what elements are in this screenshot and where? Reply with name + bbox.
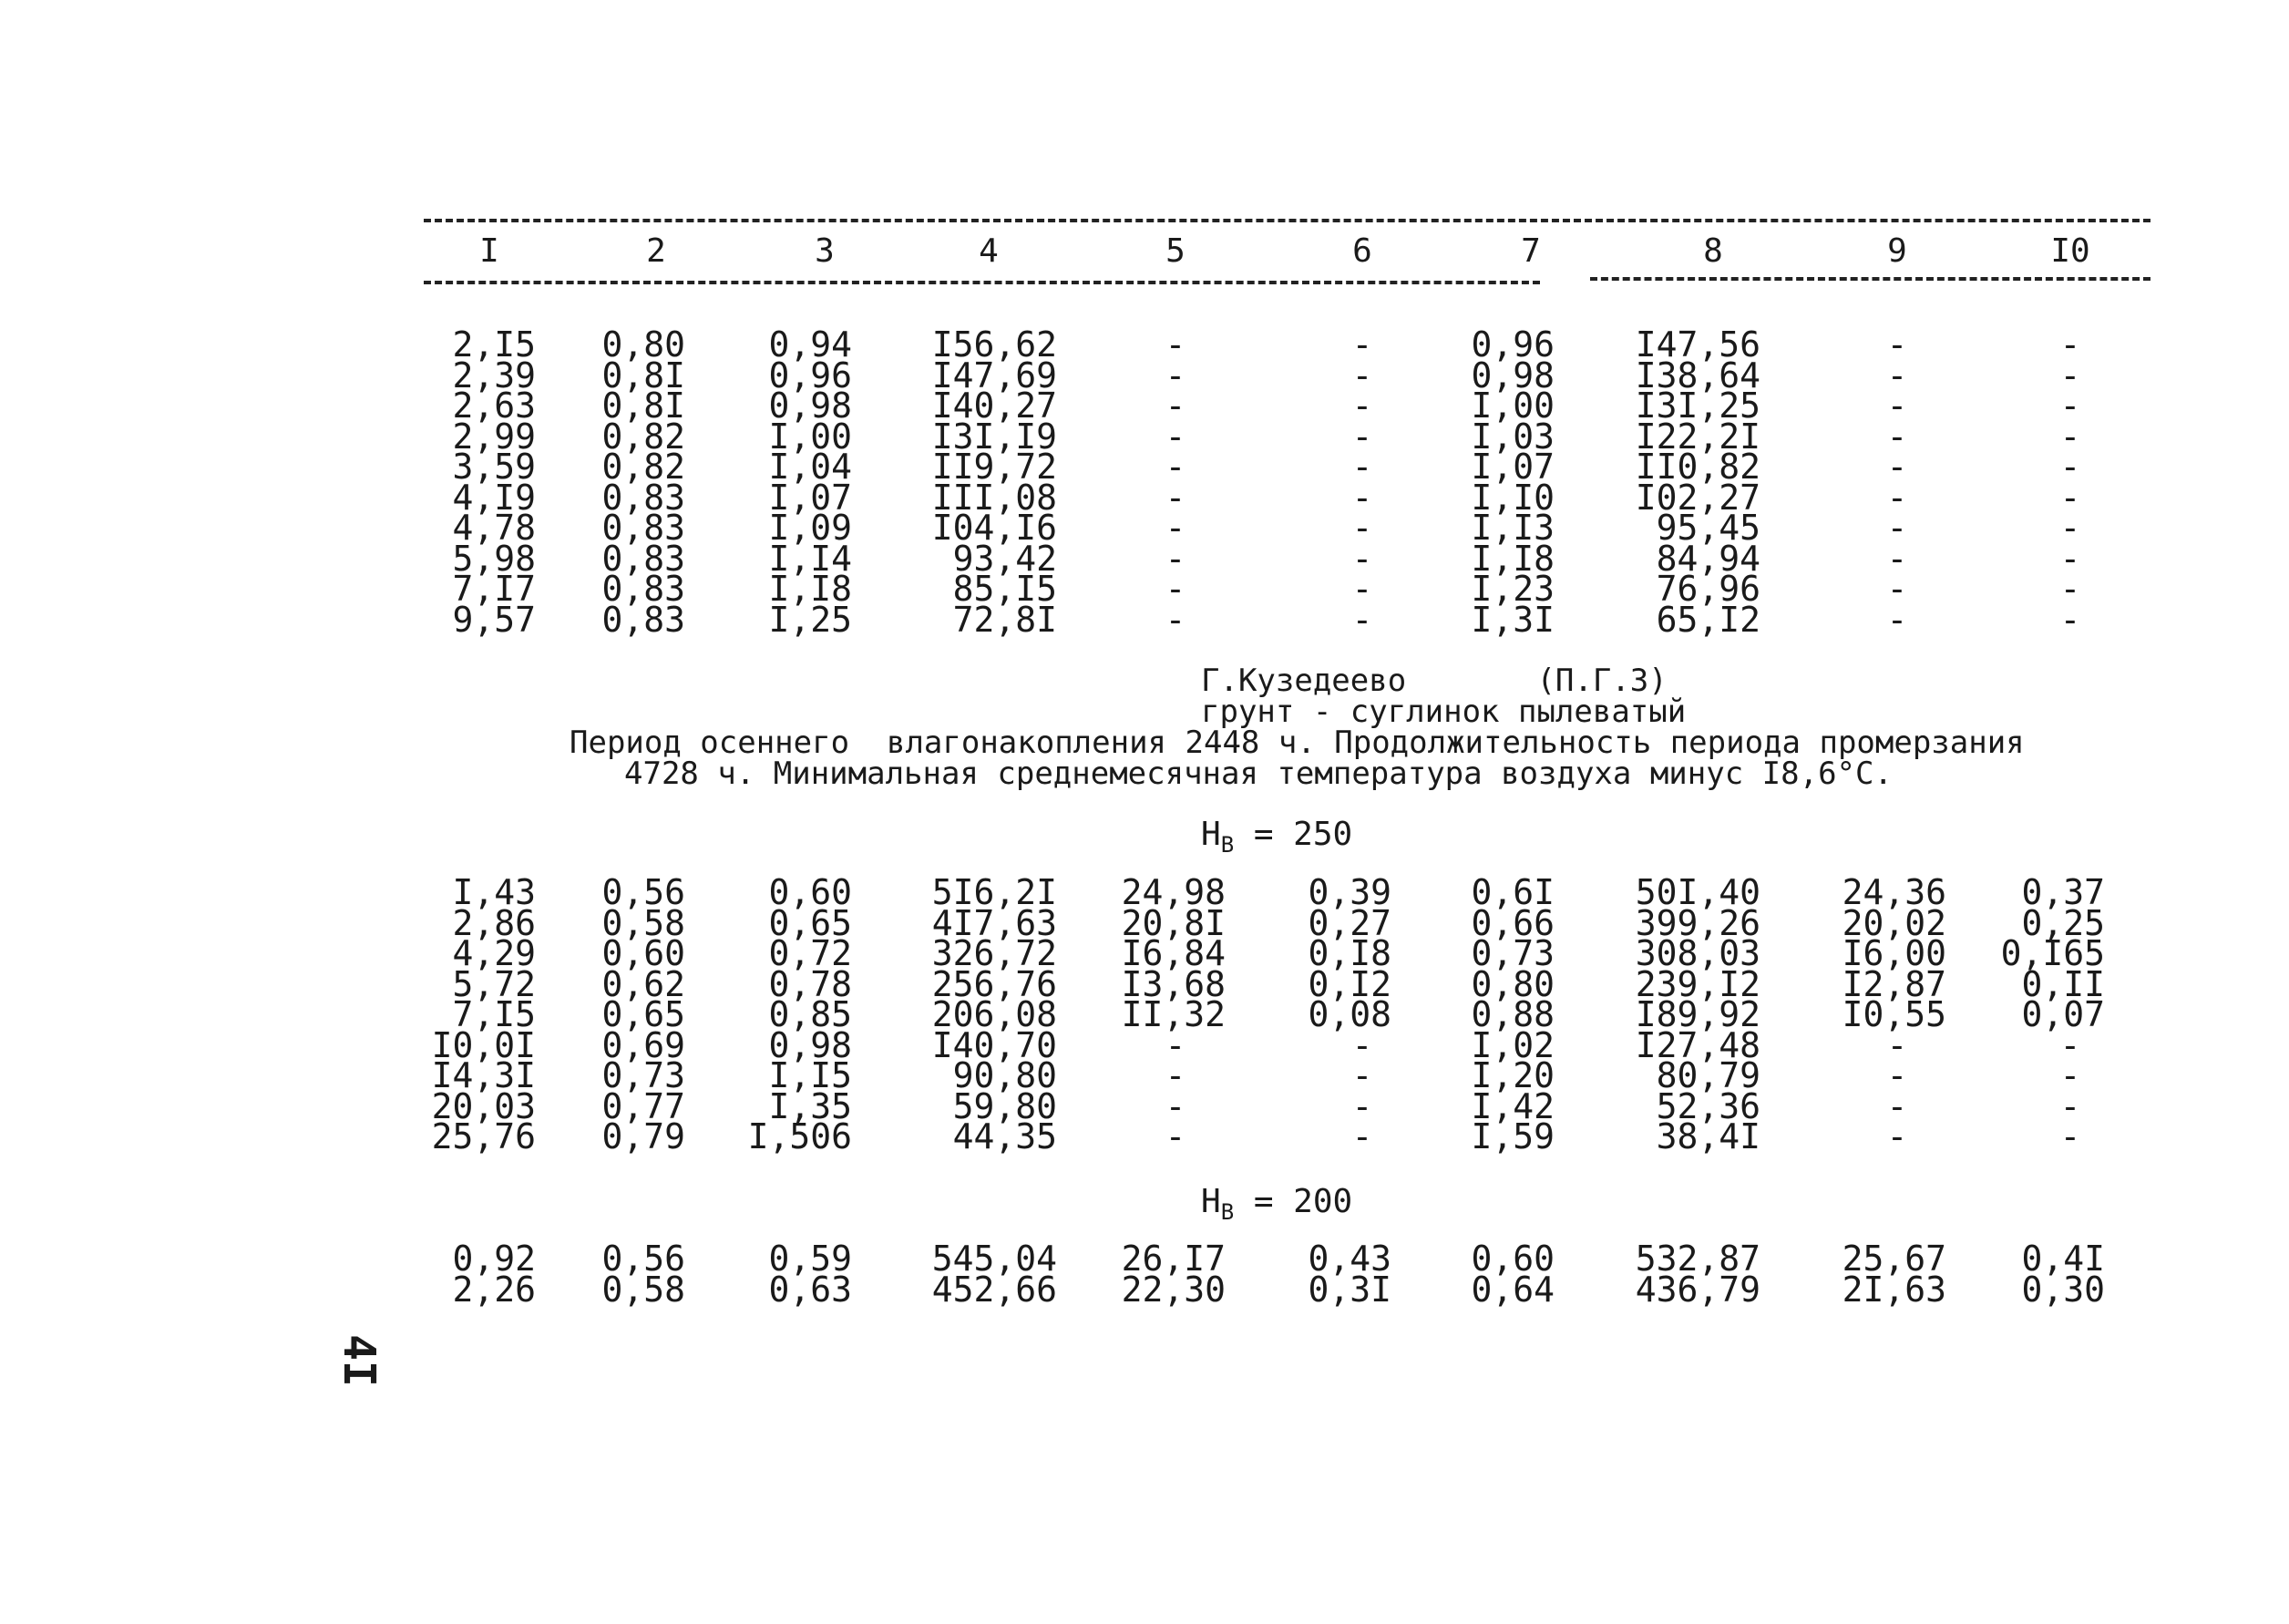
table-cell: - [2059,355,2081,396]
table-cell: I,I8 [1471,538,1555,579]
table-cell: 0,8I [601,355,685,396]
table-cell: - [2059,569,2081,609]
table-cell: I,42 [1471,1085,1555,1126]
table-cell: - [1165,1055,1186,1095]
table-cell: - [2059,477,2081,518]
table-cell: 0,58 [601,902,685,943]
table-cell: I,02 [1471,1024,1555,1065]
table-cell: 0,66 [1471,902,1555,943]
table-cell: I22,2I [1635,416,1760,457]
location-title: Г.Кузедеево (П.Г.3) [1201,663,1668,699]
hv-symbol: H [1201,816,1221,853]
table-cell: 22,30 [1121,1269,1226,1310]
table-cell: 0,59 [768,1239,852,1279]
table-cell: 0,72 [768,933,852,973]
table-cell: 4I7,63 [931,902,1057,943]
table-cell: 0,07 [2021,994,2105,1034]
table-cell: 0,65 [601,994,685,1034]
table-cell: 52,36 [1656,1085,1760,1126]
table-cell: 0,73 [601,1055,685,1095]
table-cell: 0,65 [768,902,852,943]
table-cell: - [1351,508,1373,548]
table-cell: - [2059,385,2081,426]
table-cell: 452,66 [931,1269,1057,1310]
table-cell: 80,79 [1656,1055,1760,1095]
table-cell: I02,27 [1635,477,1760,518]
table-cell: 20,8I [1121,902,1226,943]
table-cell: - [1165,508,1186,548]
table-cell: 5,72 [452,963,536,1004]
table-cell: - [1351,1024,1373,1065]
table-cell: 4,29 [452,933,536,973]
table-cell: 0,4I [2021,1239,2105,1279]
table-cell: I,I8 [768,569,852,609]
table-cell: 0,82 [601,416,685,457]
table-cell: I,I4 [768,538,852,579]
table-cell: I4,3I [431,1055,536,1095]
table-cell: 0,60 [1471,1239,1555,1279]
table-cell: 76,96 [1656,569,1760,609]
table-cell: I,00 [768,416,852,457]
column-header-1: I [479,232,499,270]
table-cell: - [1351,477,1373,518]
column-header-6: 6 [1352,232,1372,270]
table-cell: - [1351,1055,1373,1095]
table-cell: 0,I2 [1308,963,1391,1004]
table-cell: I6,84 [1121,933,1226,973]
table-cell: 399,26 [1635,902,1760,943]
table-cell: - [1886,1085,1908,1126]
table-cell: - [1165,416,1186,457]
hv-200-heading [1201,1183,1352,1225]
table-cell: 0,80 [601,324,685,365]
table-cell: - [1886,416,1908,457]
table-cell: I,23 [1471,569,1555,609]
table-cell: 24,98 [1121,872,1226,912]
table-cell: 0,62 [601,963,685,1004]
table-cell: 532,87 [1635,1239,1760,1279]
table-cell: 20,02 [1842,902,1946,943]
table-cell: II9,72 [931,447,1057,487]
table-cell: 0,73 [1471,933,1555,973]
table-cell: - [1886,599,1908,640]
table-cell: I0,0I [431,1024,536,1065]
table-cell: 0,88 [1471,994,1555,1034]
table-cell: I,I0 [1471,477,1555,518]
table-cell: - [1165,477,1186,518]
table-cell: 0,98 [768,385,852,426]
table-cell: 0,I8 [1308,933,1391,973]
table-cell: 0,83 [601,508,685,548]
table-cell: I0,55 [1842,994,1946,1034]
table-cell: 3,59 [452,447,536,487]
table-cell: 0,83 [601,538,685,579]
table-cell: - [1165,538,1186,579]
table-cell: 0,58 [601,1269,685,1310]
table-cell: 26,I7 [1121,1239,1226,1279]
table-cell: - [2059,1116,2081,1156]
table-cell: 0,92 [452,1239,536,1279]
table-cell: I6,00 [1842,933,1946,973]
column-header-3: 3 [815,232,835,270]
period-line: Период осеннего влагонакопления 2448 ч. Продолжительность периода промерзания [570,725,2025,761]
table-cell: I3,68 [1121,963,1226,1004]
table-cell: 84,94 [1656,538,1760,579]
table-cell: - [2059,1085,2081,1126]
table-cell: 0,78 [768,963,852,1004]
table-cell: 2,I5 [452,324,536,365]
page-number: 4I [333,1334,385,1387]
table-cell: 9,57 [452,599,536,640]
column-header-8: 8 [1703,232,1723,270]
table-cell: - [1351,385,1373,426]
column-header-5: 5 [1165,232,1186,270]
table-cell: 44,35 [952,1116,1057,1156]
table-cell: - [2059,538,2081,579]
table-cell: 4,78 [452,508,536,548]
table-cell: - [1165,1116,1186,1156]
table-cell: 0,69 [601,1024,685,1065]
table-cell: - [1351,599,1373,640]
table-cell: - [1886,569,1908,609]
table-cell: 25,67 [1842,1239,1946,1279]
column-header-7: 7 [1521,232,1541,270]
header-bottom-rule-right [1590,277,2150,281]
table-cell: - [2059,599,2081,640]
table-cell: - [1886,447,1908,487]
table-cell: 0,94 [768,324,852,365]
table-cell: 0,30 [2021,1269,2105,1310]
table-cell: 0,6I [1471,872,1555,912]
table-cell: - [1886,385,1908,426]
table-cell: I27,48 [1635,1024,1760,1065]
table-cell: - [1886,508,1908,548]
table-cell: - [1886,1055,1908,1095]
table-cell: I,59 [1471,1116,1555,1156]
table-cell: 20,03 [431,1085,536,1126]
table-cell: I,I5 [768,1055,852,1095]
table-cell: - [1886,477,1908,518]
table-cell: 0,II [2021,963,2105,1004]
column-header-4: 4 [979,232,999,270]
table-cell: 308,03 [1635,933,1760,973]
table-cell: I,00 [1471,385,1555,426]
table-cell: - [1165,447,1186,487]
temperature-line: 4728 ч. Минимальная среднемесячная температура воздуха минус I8,6°С. [624,755,1893,792]
table-cell: 0,98 [1471,355,1555,396]
table-cell: I,07 [1471,447,1555,487]
table-cell: 2,63 [452,385,536,426]
table-cell: 24,36 [1842,872,1946,912]
table-cell: 2,86 [452,902,536,943]
table-cell: - [1351,416,1373,457]
table-cell: 0,08 [1308,994,1391,1034]
table-cell: 0,56 [601,1239,685,1279]
table-cell: 0,83 [601,569,685,609]
table-cell: 5,98 [452,538,536,579]
table-cell: - [1165,1024,1186,1065]
table-cell: I47,69 [931,355,1057,396]
table-cell: I,25 [768,599,852,640]
table-cell: I,07 [768,477,852,518]
header-bottom-rule-left [424,281,1540,284]
table-cell: - [1165,1085,1186,1126]
table-cell: 65,I2 [1656,599,1760,640]
table-cell: I,3I [1471,599,1555,640]
hv-value: = 200 [1253,1183,1353,1220]
table-cell: - [2059,1024,2081,1065]
table-cell: - [2059,508,2081,548]
table-cell: 95,45 [1656,508,1760,548]
table-cell: I,09 [768,508,852,548]
table-cell: I3I,25 [1635,385,1760,426]
table-cell: 0,83 [601,599,685,640]
header-top-rule [424,219,2150,222]
table-cell: - [1351,355,1373,396]
table-cell: 2,39 [452,355,536,396]
table-cell: 0,77 [601,1085,685,1126]
table-cell: I56,62 [931,324,1057,365]
table-cell: - [1165,599,1186,640]
table-cell: 0,79 [601,1116,685,1156]
table-cell: 7,I5 [452,994,536,1034]
table-cell: - [1165,355,1186,396]
table-cell: I47,56 [1635,324,1760,365]
table-cell: - [1165,569,1186,609]
table-cell: I,04 [768,447,852,487]
table-cell: 7,I7 [452,569,536,609]
table-cell: 0,8I [601,385,685,426]
table-cell: II0,82 [1635,447,1760,487]
table-cell: 85,I5 [952,569,1057,609]
table-cell: 545,04 [931,1239,1057,1279]
column-header-9: 9 [1887,232,1907,270]
table-cell: I40,70 [931,1024,1057,1065]
hv-symbol: H [1201,1183,1221,1220]
table-cell: - [1886,1024,1908,1065]
table-cell: II,32 [1121,994,1226,1034]
table-cell: 0,56 [601,872,685,912]
table-cell: 0,43 [1308,1239,1391,1279]
table-cell: 50I,40 [1635,872,1760,912]
table-cell: 0,60 [601,933,685,973]
table-cell: 0,98 [768,1024,852,1065]
table-cell: 38,4I [1656,1116,1760,1156]
table-cell: 436,79 [1635,1269,1760,1310]
table-cell: 206,08 [931,994,1057,1034]
table-cell: I2,87 [1842,963,1946,1004]
table-cell: I,43 [452,872,536,912]
table-cell: - [1351,1085,1373,1126]
table-cell: 0,60 [768,872,852,912]
table-cell: - [1886,1116,1908,1156]
table-cell: 0,39 [1308,872,1391,912]
table-cell: - [1351,1116,1373,1156]
table-cell: - [2059,1055,2081,1095]
table-cell: 5I6,2I [931,872,1057,912]
table-cell: 0,I65 [2000,933,2105,973]
table-cell: 0,25 [2021,902,2105,943]
table-cell: 0,63 [768,1269,852,1310]
table-cell: I,506 [747,1116,852,1156]
table-cell: 0,27 [1308,902,1391,943]
table-cell: 0,3I [1308,1269,1391,1310]
table-cell: I04,I6 [931,508,1057,548]
table-cell: - [1886,324,1908,365]
table-cell: 0,85 [768,994,852,1034]
table-cell: 0,83 [601,477,685,518]
table-cell: 0,37 [2021,872,2105,912]
table-cell: 0,80 [1471,963,1555,1004]
table-cell: I3I,I9 [931,416,1057,457]
table-cell: 25,76 [431,1116,536,1156]
hv-250-heading [1201,816,1352,858]
table-cell: - [1886,355,1908,396]
hv-value: = 250 [1253,816,1353,853]
table-cell: 4,I9 [452,477,536,518]
table-cell: I,I3 [1471,508,1555,548]
hv-subscript: В [1220,1199,1235,1226]
table-cell: 0,96 [768,355,852,396]
table-cell: 2I,63 [1842,1269,1946,1310]
soil-type-line: грунт - суглинок пылеватый [1201,694,1687,730]
hv-subscript: В [1220,832,1235,858]
table-cell: I38,64 [1635,355,1760,396]
table-cell: - [1886,538,1908,579]
table-cell: I40,27 [931,385,1057,426]
table-cell: 0,64 [1471,1269,1555,1310]
table-cell: - [2059,324,2081,365]
table-cell: - [1351,538,1373,579]
table-cell: III,08 [931,477,1057,518]
column-header-2: 2 [646,232,666,270]
table-cell: - [2059,416,2081,457]
table-cell: - [2059,447,2081,487]
table-cell: 72,8I [952,599,1057,640]
table-cell: 0,82 [601,447,685,487]
table-cell: 326,72 [931,933,1057,973]
table-cell: 93,42 [952,538,1057,579]
table-cell: - [1351,447,1373,487]
table-cell: 90,80 [952,1055,1057,1095]
table-cell: - [1351,324,1373,365]
table-cell: I,20 [1471,1055,1555,1095]
table-cell: - [1351,569,1373,609]
table-cell: I,03 [1471,416,1555,457]
column-header-10: I0 [2050,232,2090,270]
table-cell: I,35 [768,1085,852,1126]
table-cell: 0,96 [1471,324,1555,365]
table-cell: 2,99 [452,416,536,457]
table-cell: 59,80 [952,1085,1057,1126]
table-cell: - [1165,324,1186,365]
table-cell: 2,26 [452,1269,536,1310]
table-cell: - [1165,385,1186,426]
table-cell: 256,76 [931,963,1057,1004]
table-cell: I89,92 [1635,994,1760,1034]
table-cell: 239,I2 [1635,963,1760,1004]
